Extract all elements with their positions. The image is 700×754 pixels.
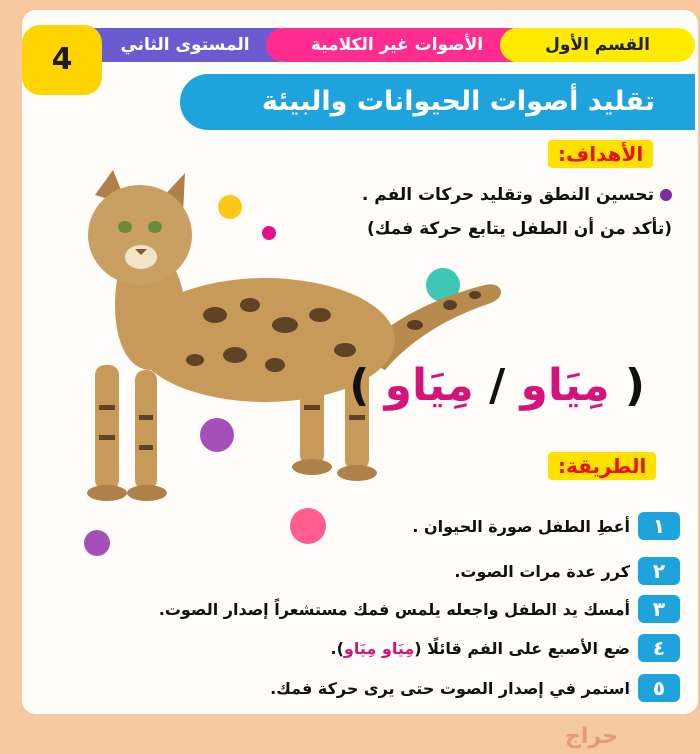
step-number: ٤: [638, 634, 680, 662]
step-text-after: ).: [330, 638, 344, 658]
step-text: أمسك يد الطفل واجعله يلمس فمك مستشعراً إصدار الصوت.: [158, 599, 630, 619]
method-step-3: [159, 595, 680, 623]
method-step-2: [454, 557, 680, 585]
step-text: كرر عدة مرات الصوت.: [454, 561, 630, 581]
type-pill: الأصوات غير الكلامية: [266, 28, 528, 62]
sound-phrase: [349, 360, 645, 411]
paren-open: (: [624, 360, 645, 411]
step-text: أعطِ الطفل صورة الحيوان .: [412, 516, 630, 536]
watermark: حراج: [565, 724, 618, 749]
step-number: ١: [638, 512, 680, 540]
cat-illustration: [55, 165, 515, 525]
step-number: ٢: [638, 557, 680, 585]
page-title: تقليد أصوات الحيوانات والبيئة: [180, 74, 695, 130]
sound-word-1: مِيَاو: [520, 360, 610, 411]
objective-text-1: تحسين النطق وتقليد حركات الفم .: [361, 185, 654, 205]
step-text: استمر في إصدار الصوت حتى يرى حركة فمك.: [270, 678, 630, 698]
step-text-highlight: مِيَاو مِيَاو: [343, 638, 415, 658]
objectives-label: الأهداف:: [548, 140, 653, 168]
sound-separator: /: [489, 360, 506, 411]
method-step-5: [270, 674, 680, 702]
sound-word-2: مِيَاو: [384, 360, 474, 411]
step-text-before: ضع الأصبع على الفم قائلًا (: [414, 638, 630, 658]
method-step-1: [412, 512, 680, 540]
decor-dot: [84, 530, 110, 556]
step-number: ٥: [638, 674, 680, 702]
objective-line-2: (تأكد من أن الطفل يتابع حركة فمك): [367, 219, 672, 239]
level-pill: المستوى الثاني: [76, 28, 294, 62]
step-text: [331, 639, 630, 658]
page-number-badge: 4: [22, 25, 102, 95]
method-step-4: [331, 634, 680, 662]
method-label: الطريقة:: [548, 452, 656, 480]
paren-close: ): [349, 360, 370, 411]
section-pill: القسم الأول: [500, 28, 695, 62]
bullet-icon: [660, 189, 672, 201]
step-number: ٣: [638, 595, 680, 623]
